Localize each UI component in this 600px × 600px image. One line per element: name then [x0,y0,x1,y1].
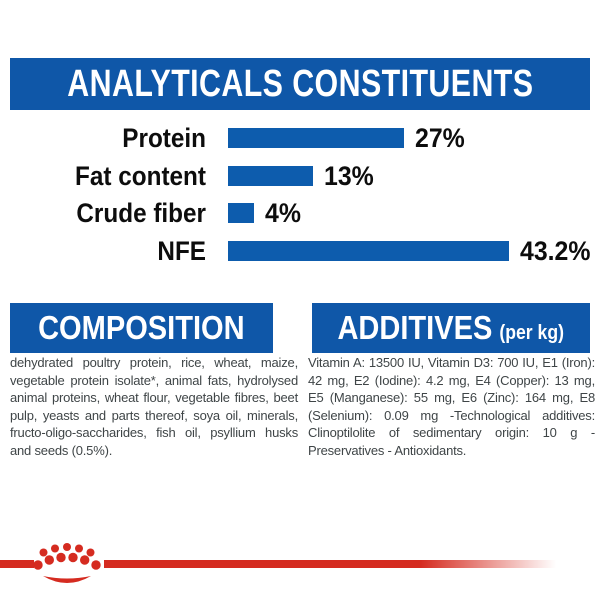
chart-bar [228,128,404,148]
chart-category-label: NFE [157,235,206,266]
footer-red-line-right [104,560,556,568]
composition-title: COMPOSITION [38,309,245,346]
additives-title-text: ADDITIVES [337,309,493,346]
chart-bar [228,166,313,186]
chart-value-label: 27% [414,123,465,153]
composition-body: dehydrated poultry protein, rice, wheat, maize, vegetable protein isolate*, animal fats, hydrolysed animal proteins, wheat flour, vegetable fibres, beet pulp, yeasts and parts thereof, soya oil, minerals, fructo-oligo-saccharides, fish oil, psyllium husks and seeds (0.5%). [10,355,298,458]
chart-value-label: 43.2% [519,235,591,266]
chart-row [0,157,600,195]
analyticals-title: ANALYTICALS CONSTITUENTS [66,62,534,105]
chart-row [0,194,600,232]
analyticals-header-banner [10,58,590,110]
additives-header-banner [312,303,590,353]
additives-subtitle: (per kg) [499,322,565,344]
royal-canin-crown-logo [33,536,101,588]
constituents-bar-chart [0,119,600,271]
composition-header-banner [10,303,273,353]
chart-bar [228,203,254,223]
chart-row [0,119,600,157]
chart-row [0,232,600,270]
chart-category-label: Fat content [75,160,206,191]
chart-value-label: 4% [265,198,301,228]
chart-bar [228,241,509,261]
additives-body: Vitamin A: 13500 IU, Vitamin D3: 700 IU, E1 (Iron): 42 mg, E2 (Iodine): 4.2 mg, E4 (Copper): 13 mg, E5 (Manganese): 55 mg, E6 (Zinc): 164 mg, E8 (Selenium): 0.09 mg -Technological additives: Clinoptilolite of sedimentary origin: 10 g - Preservatives - Antioxidants. [308,355,595,458]
chart-category-label: Crude fiber [76,198,206,228]
chart-value-label: 13% [323,160,374,191]
footer-red-line-left [0,560,34,568]
additives-title [338,309,564,347]
chart-category-label: Protein [122,123,206,153]
